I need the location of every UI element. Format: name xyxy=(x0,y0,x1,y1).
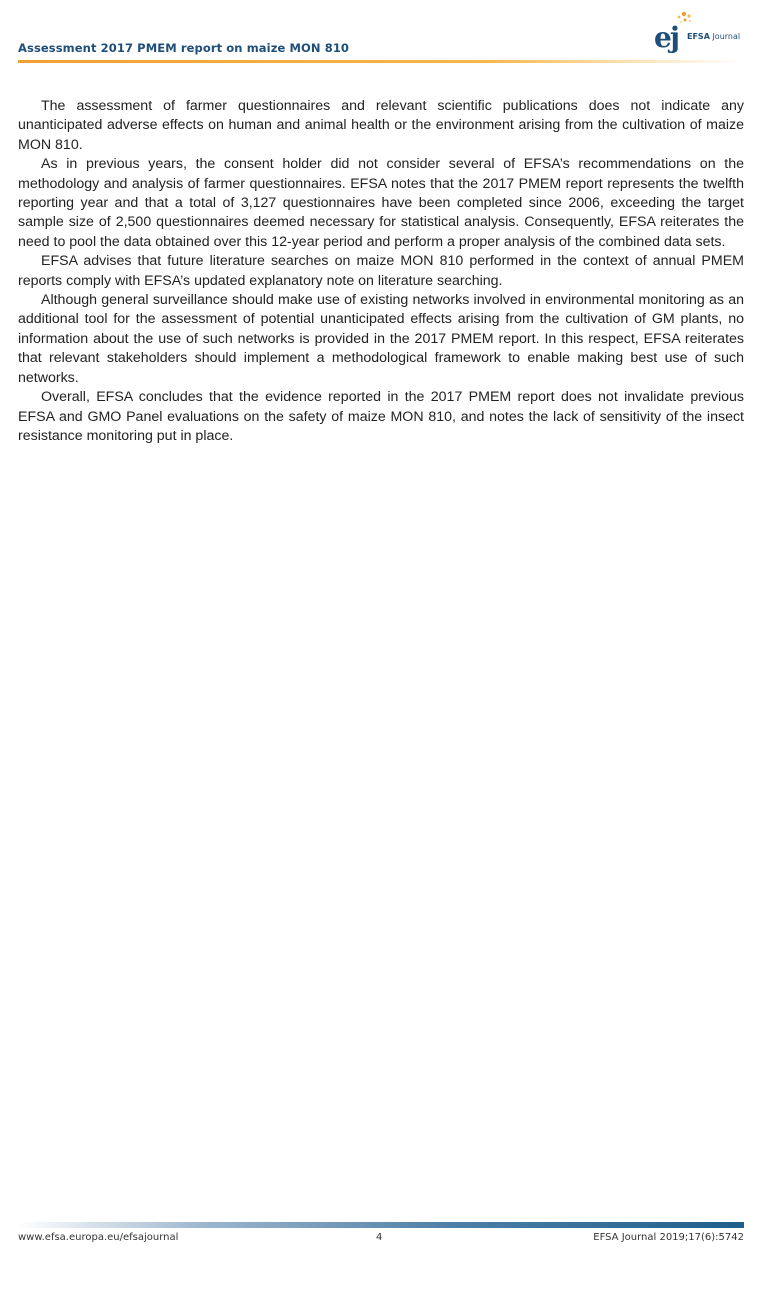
paragraph: Overall, EFSA concludes that the evidence reported in the 2017 PMEM report does not invalidate previous EFSA and GMO Panel evaluations on the safety of maize MON 810, and notes the lack of sensitivity of the insect resistance monitoring put in place. xyxy=(18,389,744,444)
logo-ej-mark: ej xyxy=(654,21,678,54)
footer-divider xyxy=(18,1222,744,1228)
running-title: Assessment 2017 PMEM report on maize MON 810 xyxy=(18,41,350,55)
paragraph: EFSA advises that future literature searches on maize MON 810 performed in the context of annual PMEM reports comply with EFSA’s updated explanatory note on literature searching. xyxy=(18,253,744,289)
paragraph: The assessment of farmer questionnaires and relevant scientific publications does not indicate any unanticipated adverse effects on human and animal health or the environment arising from the cultivation of maize MON 810. xyxy=(18,98,744,153)
header-divider xyxy=(18,60,744,63)
paragraph: Although general surveillance should make use of existing networks involved in environmental monitoring as an additional tool for the assessment of potential unanticipated effects arising from the cultivation of GM plants, no information about the use of such networks is provided in the 2017 PMEM report. In this respect, EFSA reiterates that relevant stakeholders should implement a methodological framework to enable making best use of such networks. xyxy=(18,292,744,386)
efsa-journal-logo xyxy=(650,10,750,58)
page-number: 4 xyxy=(376,1232,383,1243)
main-text xyxy=(18,97,744,446)
logo-wordmark: EFSA Journal xyxy=(687,32,741,41)
journal-citation: EFSA Journal 2019;17(6):5742 xyxy=(593,1232,744,1243)
paragraph: As in previous years, the consent holder did not consider several of EFSA’s recommendations on the methodology and analysis of farmer questionnaires. EFSA notes that the 2017 PMEM report represents the twelfth reporting year and that a total of 3,127 questionnaires have been completed since 2006, exceeding the target sample size of 2,500 questionnaires deemed necessary for statistical analysis. Consequently, EFSA reiterates the need to pool the data obtained over this 12-year period and perform a proper analysis of the combined data sets. xyxy=(18,156,744,250)
footer-url-link[interactable]: www.efsa.europa.eu/efsajournal xyxy=(18,1232,179,1243)
